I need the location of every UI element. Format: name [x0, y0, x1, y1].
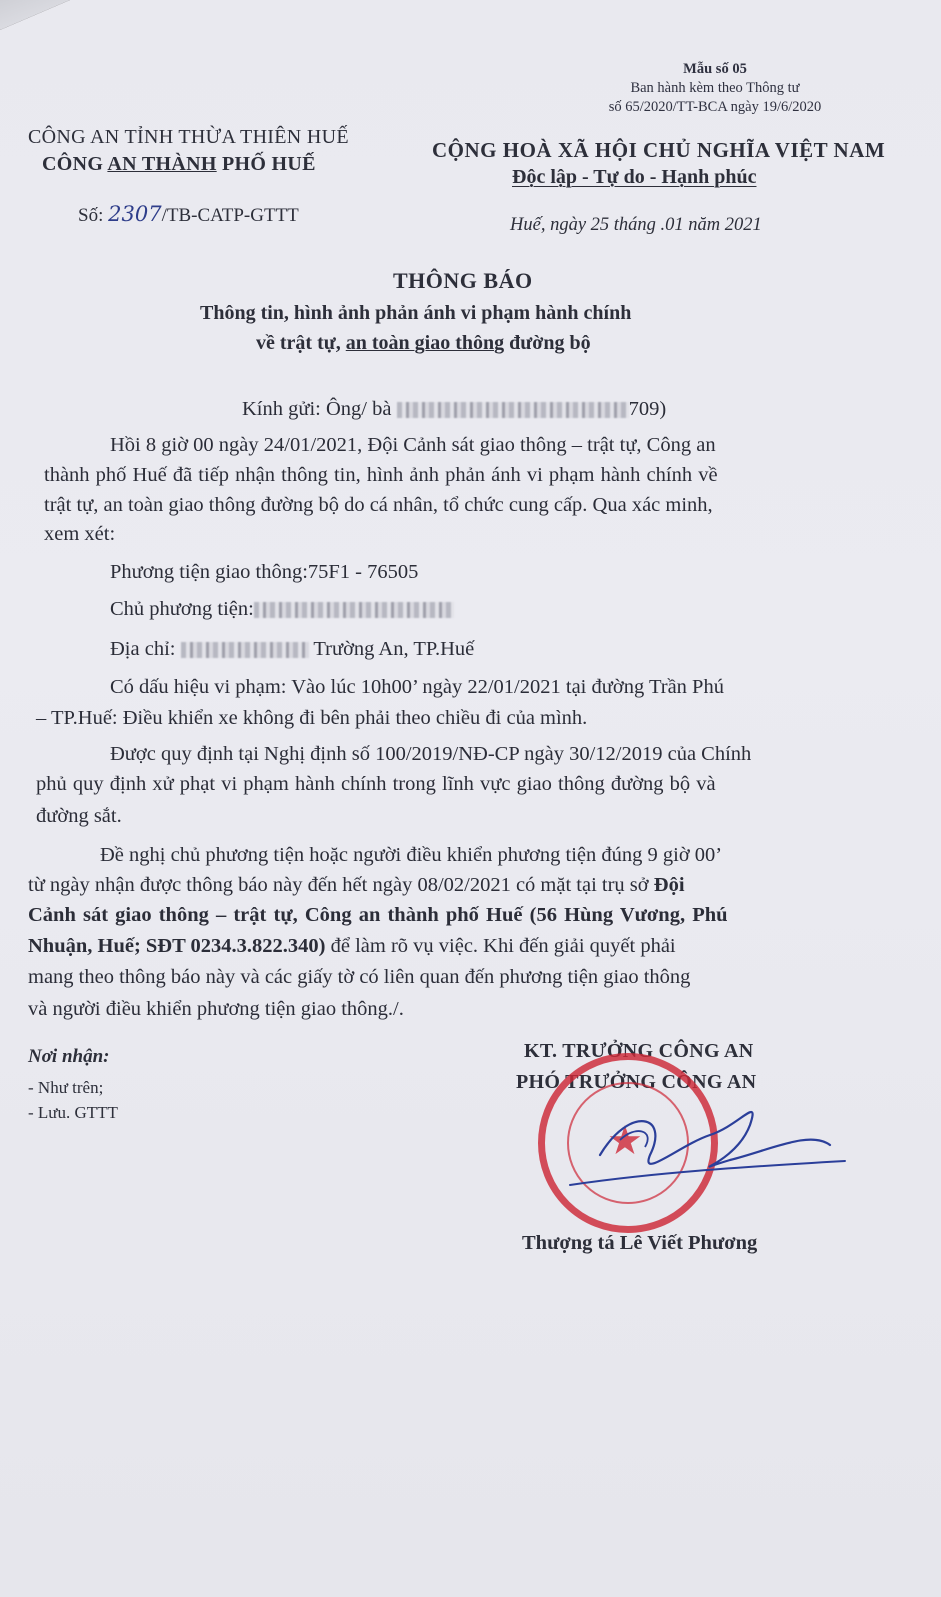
place-date: Huế, ngày 25 tháng .01 năm 2021 — [510, 215, 762, 235]
recipient-line — [242, 398, 666, 421]
request-line-bold: Đội — [653, 874, 685, 896]
signature-title-line2: PHÓ TRƯỞNG CÔNG AN — [516, 1071, 757, 1093]
doc-no-handwritten: 2307 — [108, 202, 162, 226]
org-parent: CÔNG AN TỈNH THỪA THIÊN HUẾ — [28, 126, 349, 148]
request-line-pre: từ ngày nhận được thông báo này đến hết ngày 08/02/2021 có mặt tại trụ sở — [28, 874, 654, 896]
paragraph-line: trật tự, an toàn giao thông đường bộ do cá nhân, tổ chức cung cấp. Qua xác minh, — [44, 494, 713, 516]
recipients-title: Nơi nhận: — [28, 1046, 110, 1067]
nation-heading: CỘNG HOÀ XÃ HỘI CHỦ NGHĨA VIỆT NAM — [432, 138, 886, 162]
org-unit — [42, 153, 316, 176]
address-tail: Trường An, TP.Huế — [308, 638, 475, 660]
address-line — [110, 638, 474, 661]
recipient-prefix: Kính gửi: Ông/ bà — [242, 398, 397, 420]
doc-no-label: Số: — [78, 205, 109, 226]
vehicle-label: Phương tiện giao thông: — [110, 561, 308, 583]
form-circular: số 65/2020/TT-BCA ngày 19/6/2020 — [608, 99, 822, 115]
request-line: và người điều khiển phương tiện giao thông./. — [28, 998, 404, 1020]
document-number — [78, 202, 299, 227]
doc-no-suffix: /TB-CATP-GTTT — [161, 205, 299, 226]
vehicle-plate: 75F1 - 76505 — [307, 561, 419, 583]
form-note — [570, 60, 860, 117]
paragraph-line: thành phố Huế đã tiếp nhận thông tin, hình ảnh phản ánh vi phạm hành chính về — [44, 464, 718, 486]
signer-name: Thượng tá Lê Viết Phương — [522, 1232, 758, 1254]
violation-line: – TP.Huế: Điều khiển xe không đi bên phải theo chiều đi của mình. — [36, 707, 588, 729]
recipient-item: - Lưu. GTTT — [28, 1103, 118, 1122]
title-line2-pre: về trật tự, — [256, 332, 346, 354]
decree-line: Được quy định tại Nghị định số 100/2019/NĐ-CP ngày 30/12/2019 của Chính — [110, 743, 752, 765]
request-line: Đề nghị chủ phương tiện hoặc người điều khiển phương tiện đúng 9 giờ 00’ — [100, 844, 723, 866]
owner-label: Chủ phương tiện: — [110, 598, 254, 620]
request-line-post: để làm rõ vụ việc. Khi đến giải quyết phải — [325, 935, 676, 957]
violation-line: Có dấu hiệu vi phạm: Vào lúc 10h00’ ngày 22/01/2021 tại đường Trần Phú — [110, 676, 724, 698]
document-title: THÔNG BÁO — [393, 268, 533, 293]
signature-scribble — [560, 1085, 850, 1215]
title-line1: Thông tin, hình ảnh phản ánh vi phạm hành chính — [200, 302, 632, 324]
decree-line: phủ quy định xử phạt vi phạm hành chính trong lĩnh vực giao thông đường bộ và — [36, 773, 716, 795]
redacted-address — [181, 642, 309, 658]
request-line-bold: Cảnh sát giao thông – trật tự, Công an thành phố Huế (56 Hùng Vương, Phú — [28, 904, 728, 926]
org-unit-pre: CÔNG — [42, 153, 108, 175]
recipient-suffix: 709) — [628, 398, 667, 420]
motto: Độc lập - Tự do - Hạnh phúc — [512, 166, 757, 188]
org-unit-post: PHỐ HUẾ — [216, 153, 316, 175]
star-icon: ★ — [607, 1118, 643, 1164]
title-line2-post: đường bộ — [504, 332, 591, 354]
form-issued: Ban hành kèm theo Thông tư — [630, 80, 800, 96]
request-line: mang theo thông báo này và các giấy tờ có liên quan đến phương tiện giao thông — [28, 966, 691, 988]
owner-line — [110, 598, 454, 621]
title-line2-underlined: an toàn giao thông — [345, 332, 505, 354]
decree-line: đường sắt. — [36, 805, 122, 827]
paragraph-line: xem xét: — [44, 523, 116, 545]
org-unit-underlined: AN THÀNH — [107, 153, 217, 175]
paragraph-line: Hồi 8 giờ 00 ngày 24/01/2021, Đội Cảnh sát giao thông – trật tự, Công an — [110, 434, 716, 456]
signature-title-line1: KT. TRƯỞNG CÔNG AN — [524, 1040, 754, 1062]
recipient-item: - Như trên; — [28, 1078, 104, 1097]
title-line2 — [256, 332, 591, 355]
request-line — [28, 874, 685, 897]
address-label: Địa chỉ: — [110, 638, 181, 660]
form-number: Mẫu số 05 — [683, 61, 747, 77]
redacted-owner — [254, 602, 454, 618]
vehicle-line — [110, 561, 418, 584]
redacted-name — [397, 402, 629, 418]
request-line — [28, 935, 676, 958]
request-line-bold: Nhuận, Huế; SĐT 0234.3.822.340) — [28, 935, 326, 957]
